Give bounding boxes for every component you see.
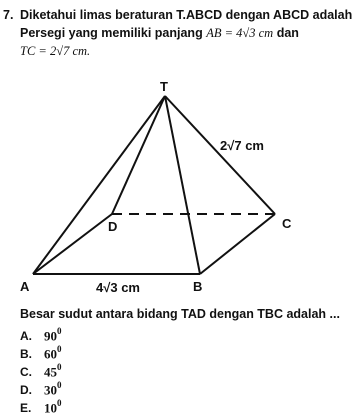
edge-TD	[112, 96, 165, 214]
question-line-3	[20, 42, 355, 60]
edge-TC	[165, 96, 275, 214]
pyramid-figure	[0, 78, 358, 310]
label-edge-TC: 2√7 cm	[220, 138, 264, 153]
option-b[interactable]	[20, 345, 220, 363]
option-value: $30^0$	[44, 380, 62, 398]
option-letter: D.	[20, 383, 32, 397]
option-value: $45^0$	[44, 362, 62, 380]
label-D: D	[108, 219, 118, 234]
tc-expression: TC = 2√7 cm.	[20, 44, 91, 58]
question-line-2-text: Persegi yang memiliki panjang	[20, 26, 203, 40]
question-text	[20, 6, 355, 60]
option-letter: E.	[20, 401, 32, 415]
question-line-2-end: dan	[276, 26, 299, 40]
option-letter: B.	[20, 347, 32, 361]
edge-AD	[33, 214, 112, 274]
edge-TB	[165, 96, 200, 274]
label-T: T	[160, 79, 168, 94]
option-d[interactable]	[20, 381, 220, 399]
option-e[interactable]	[20, 399, 220, 417]
question-line-1: Diketahui limas beraturan T.ABCD dengan ABCD adalah	[20, 8, 353, 22]
ab-expression: AB = 4√3 cm	[206, 26, 274, 40]
edge-TA	[33, 96, 165, 274]
answer-options	[20, 327, 220, 417]
edge-BC	[200, 214, 275, 274]
option-a[interactable]	[20, 327, 220, 345]
label-edge-AB: 4√3 cm	[96, 280, 140, 295]
option-letter: C.	[20, 365, 32, 379]
option-letter: A.	[20, 329, 32, 343]
label-C: C	[282, 216, 292, 231]
label-A: A	[20, 279, 30, 294]
pyramid-diagram	[0, 78, 358, 310]
option-value: $90^0$	[44, 326, 62, 344]
question-prompt: Besar sudut antara bidang TAD dengan TBC adalah ...	[20, 307, 340, 321]
option-value: $10^0$	[44, 398, 62, 416]
option-c[interactable]	[20, 363, 220, 381]
option-value: $60^0$	[44, 344, 62, 362]
label-B: B	[193, 279, 203, 294]
question-line-2	[20, 24, 355, 42]
question-number: 7.	[3, 8, 14, 22]
